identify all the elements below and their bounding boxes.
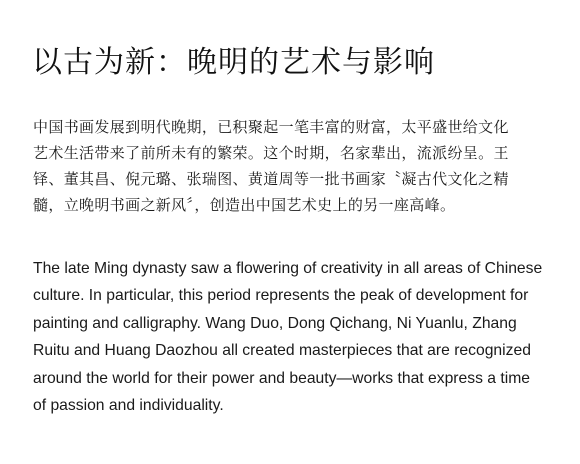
english-paragraph-line: of passion and individuality. — [33, 397, 224, 415]
english-paragraph-line: The late Ming dynasty saw a flowering of creativity in all areas of Chinese — [33, 260, 543, 277]
english-paragraph-line: painting and calligraphy. Wang Duo, Dong Qichang, Ni Yuanlu, Zhang — [33, 314, 517, 332]
chinese-paragraph — [33, 114, 555, 218]
english-paragraph-line: culture. In particular, this period represents the peak of development for — [33, 287, 529, 305]
english-paragraph-line: around the world for their power and beauty—works that express a time — [33, 369, 531, 387]
english-paragraph — [33, 255, 563, 419]
chinese-paragraph-line: 铎、董其昌、倪元璐、张瑞图、黄道周等一批书画家〝凝古代文化之精 — [33, 170, 509, 188]
chinese-paragraph-line: 髓，立晚明书画之新风〞，创造出中国艺术史上的另一座高峰。 — [33, 196, 456, 214]
chinese-paragraph-line: 艺术生活带来了前所未有的繁荣。这个时期，名家辈出，流派纷呈。王 — [33, 144, 509, 162]
page-title: 以古为新：晚明的艺术与影响 — [32, 45, 435, 81]
chinese-paragraph-line: 中国书画发展到明代晚期，已积聚起一笔丰富的财富，太平盛世给文化 — [33, 118, 509, 136]
english-paragraph-line: Ruitu and Huang Daozhou all created masterpieces that are recognized — [33, 342, 531, 360]
